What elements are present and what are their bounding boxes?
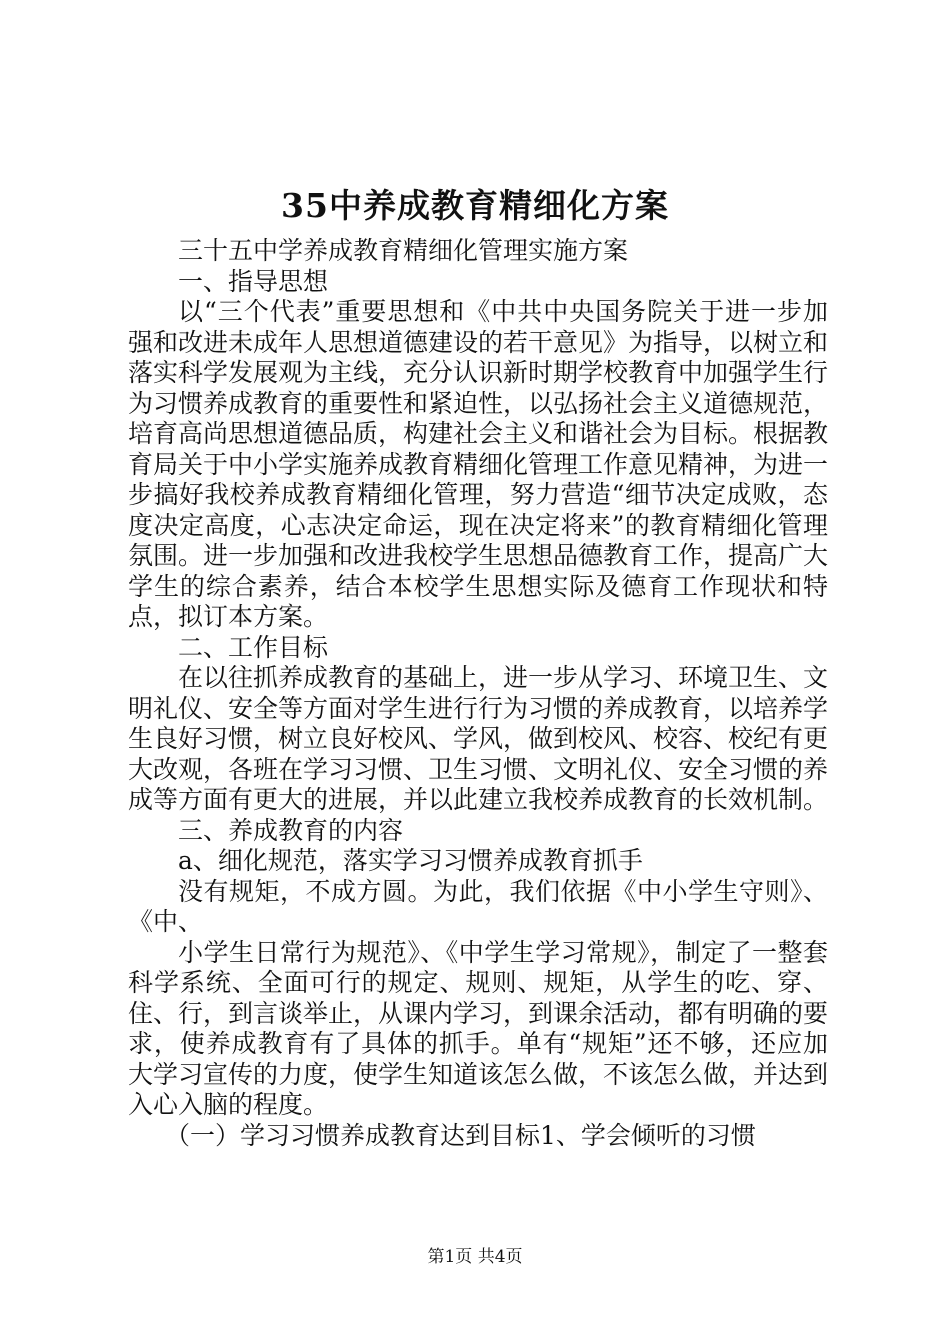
section-2-paragraph: 在以往抓养成教育的基础上，进一步从学习、环境卫生、文明礼仪、安全等方面对学生进行行为习惯的养成教育，以培养学生良好习惯，树立良好校风、学风，做到校风、校容、校纪有更大改观，各班在学习习惯、卫生习惯、文明礼仪、安全习惯的养成等方面有更大的进展，并以此建立我校养成教育的长效机制。	[128, 663, 829, 814]
section-3-paragraph-2: 小学生日常行为规范》、《中学生学习常规》，制定了一整套科学系统、全面可行的规定、规则、规矩，从学生的吃、穿、住、行，到言谈举止，从课内学习，到课余活动，都有明确的要求，使养成教育有了具体的抓手。单有“规矩”还不够，还应加大学习宣传的力度，使学生知道该怎么做，不该怎么做，并达到入心入脑的程度。	[128, 937, 829, 1119]
section-1-paragraph: 以“三个代表”重要思想和《中共中央国务院关于进一步加强和改进未成年人思想道德建设的若干意见》为指导，以树立和落实科学发展观为主线，充分认识新时期学校教育中加强学生行为习惯养成教育的重要性和紧迫性，以弘扬社会主义道德规范，培育高尚思想道德品质，构建社会主义和谐社会为目标。根据教育局关于中小学实施养成教育精细化管理工作意见精神，为进一步搞好我校养成教育精细化管理，努力营造“细节决定成败，态度决定高度，心志决定命运，现在决定将来”的教育精细化管理氛围。进一步加强和改进我校学生思想品德教育工作，提高广大学生的综合素养，结合本校学生思想实际及德育工作现状和特点，拟订本方案。	[128, 297, 829, 631]
document-body	[128, 236, 828, 1151]
section-3-heading: 三、养成教育的内容	[178, 815, 404, 845]
section-2-heading: 二、工作目标	[178, 632, 329, 662]
section-3-subheading-a: a、细化规范，落实学习习惯养成教育抓手	[178, 846, 643, 875]
document-subtitle: 三十五中学养成教育精细化管理实施方案	[178, 236, 629, 265]
section-1-heading: 一、指导思想	[178, 266, 329, 296]
document-title: 35中养成教育精细化方案	[281, 186, 669, 225]
page-footer: 第1页 共4页	[427, 1247, 523, 1267]
section-3-paragraph-1: 没有规矩，不成方圆。为此，我们依据《中小学生守则》、《中、	[128, 876, 828, 936]
section-3-item-1: （一）学习习惯养成教育达到目标1、学会倾听的习惯	[165, 1120, 756, 1150]
